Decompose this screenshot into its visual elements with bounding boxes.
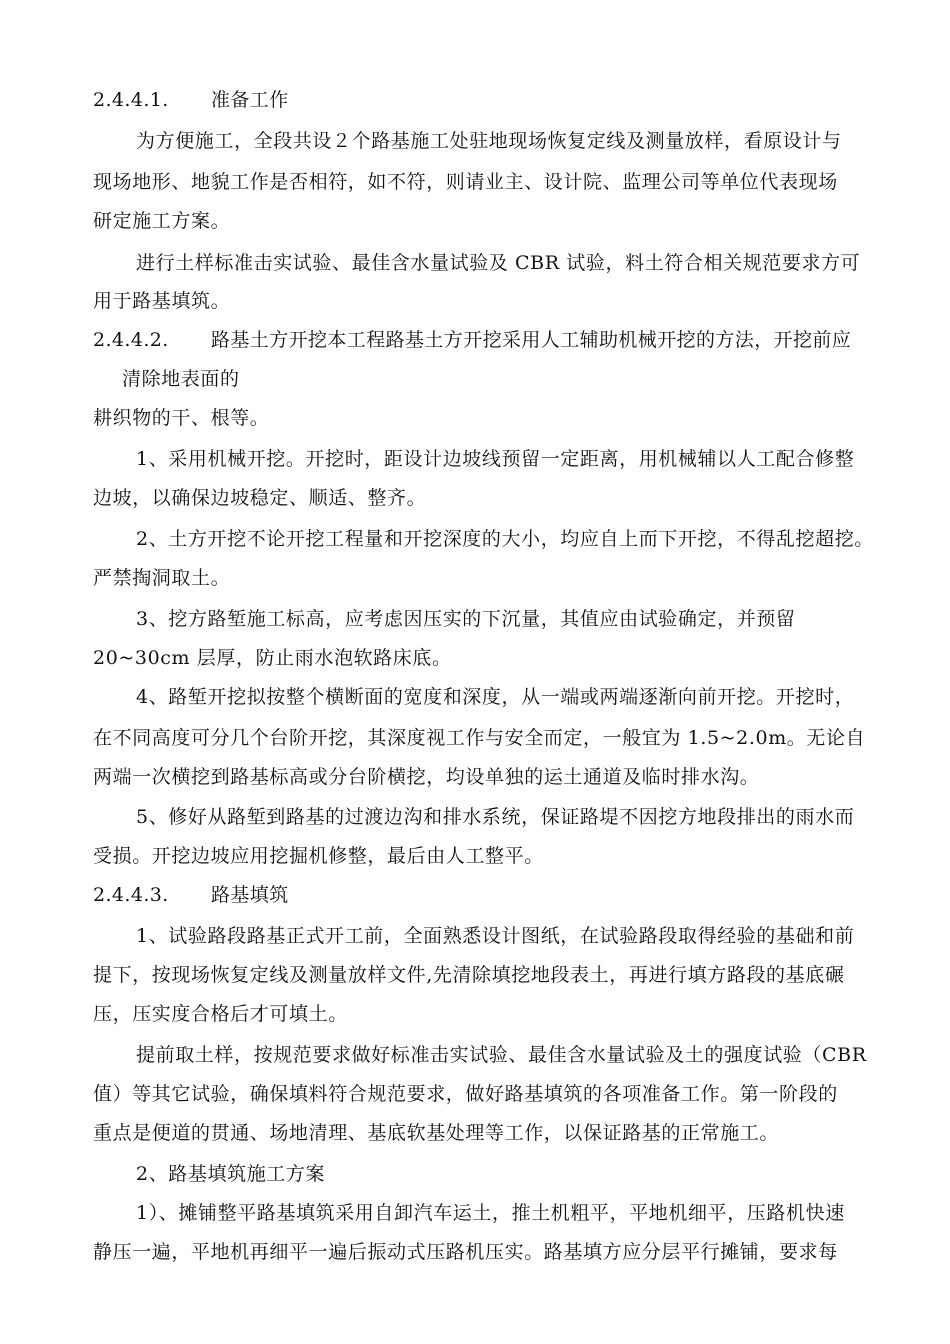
paragraph-line: 2、路基填筑施工方案	[136, 1163, 326, 1185]
paragraph-line: 提下，按现场恢复定线及测量放样文件,先清除填挖地段表土，再进行填方路段的基底碾	[93, 964, 845, 986]
paragraph-line: 现场地形、地貌工作是否相符，如不符，则请业主、设计院、监理公司等单位代表现场	[93, 171, 838, 193]
paragraph-line: 进行土样标准击实试验、最佳含水量试验及 CBR 试验，料土符合相关规范要求方可	[136, 252, 861, 274]
section-title: 路基填筑	[211, 884, 289, 906]
paragraph-line: 静压一遍，平地机再细平一遍后振动式压路机压实。路基填方应分层平行摊铺，要求每	[93, 1241, 838, 1263]
paragraph-line: 耕织物的干、根等。	[93, 407, 270, 429]
paragraph-line: 严禁掏洞取土。	[93, 567, 231, 589]
section-heading	[93, 884, 289, 906]
section-number: 2.4.4.2.	[93, 329, 169, 351]
paragraph-line: 用于路基填筑。	[93, 290, 231, 312]
paragraph-line: 为方便施工，全段共设２个路基施工处驻地现场恢复定线及测量放样，看原设计与	[136, 130, 842, 152]
paragraph-line: 20~30cm 层厚，防止雨水泡软路床底。	[93, 647, 452, 669]
paragraph-line: 1）、摊铺整平路基填筑采用自卸汽车运土，推土机粗平，平地机细平，压路机快速	[136, 1202, 845, 1224]
paragraph-line: 重点是便道的贯通、场地清理、基底软基处理等工作，以保证路基的正常施工。	[93, 1122, 780, 1144]
section-title: 准备工作	[211, 89, 289, 111]
paragraph-line: 边坡，以确保边坡稳定、顺适、整齐。	[93, 487, 427, 509]
paragraph-line: 2、土方开挖不论开挖工程量和开挖深度的大小，均应自上而下开挖，不得乱挖超挖。	[136, 528, 874, 550]
paragraph-line: 研定施工方案。	[93, 210, 231, 232]
paragraph-line: 提前取土样，按规范要求做好标准击实试验、最佳含水量试验及土的强度试验（CBR	[136, 1044, 867, 1066]
section-number: 2.4.4.1.	[93, 89, 169, 111]
paragraph-line: 值）等其它试验，确保填料符合规范要求，做好路基填筑的各项准备工作。第一阶段的	[93, 1083, 838, 1105]
paragraph-line: 5、修好从路堑到路基的过渡边沟和排水系统，保证路堤不因挖方地段排出的雨水而	[136, 806, 855, 828]
paragraph-line: 1、试验路段路基正式开工前，全面熟悉设计图纸，在试验路段取得经验的基础和前	[136, 925, 855, 947]
section-heading	[93, 89, 289, 111]
paragraph-line: 3、挖方路堑施工标高，应考虑因压实的下沉量，其值应由试验确定，并预留	[136, 608, 796, 630]
paragraph-line: 两端一次横挖到路基标高或分台阶横挖，均设单独的运土通道及临时排水沟。	[93, 766, 760, 788]
paragraph-line: 受损。开挖边坡应用挖掘机修整，最后由人工整平。	[93, 845, 544, 867]
paragraph-line: 1、采用机械开挖。开挖时，距设计边坡线预留一定距离，用机械辅以人工配合修整	[136, 448, 855, 470]
paragraph-line: 在不同高度可分几个台阶开挖，其深度视工作与安全而定，一般宜为 1.5~2.0m。无论自	[93, 727, 866, 749]
paragraph-line: 压，压实度合格后才可填土。	[93, 1003, 348, 1025]
paragraph-line: 清除地表面的	[122, 368, 240, 390]
section-title: 路基土方开挖本工程路基土方开挖采用人工辅助机械开挖的方法，开挖前应	[211, 329, 852, 351]
section-number: 2.4.4.3.	[93, 884, 169, 906]
section-heading	[93, 329, 851, 351]
paragraph-line: 4、路堑开挖拟按整个横断面的宽度和深度，从一端或两端逐渐向前开挖。开挖时，	[136, 686, 855, 708]
